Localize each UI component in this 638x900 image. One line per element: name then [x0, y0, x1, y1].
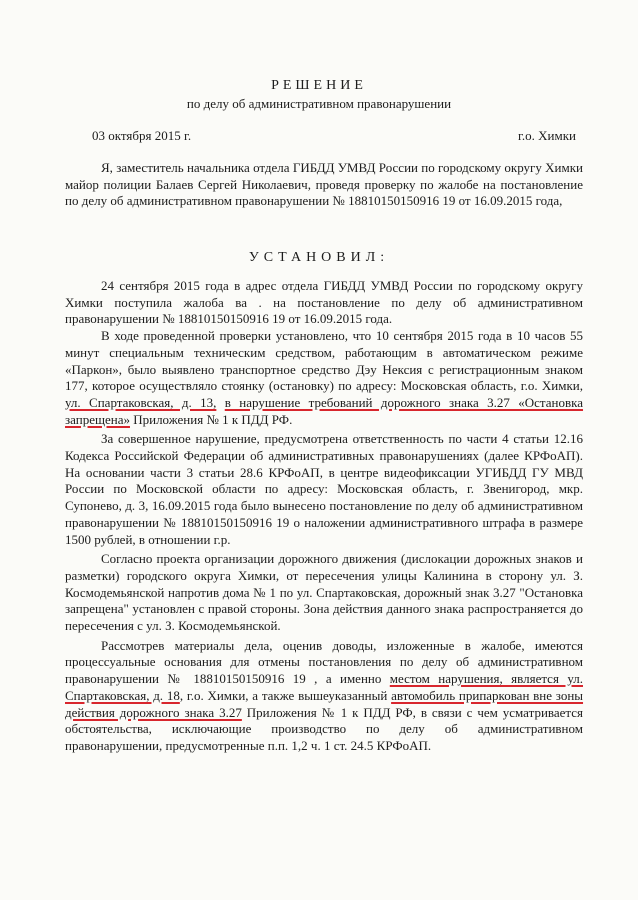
paragraph-5-underlined-car: автомобиль припаркован вне зоны действия дорожного знака 3.27 [65, 687, 584, 720]
document-date: 03 октября 2015 г. [92, 128, 192, 143]
dateline [92, 128, 576, 144]
paragraph-5 [65, 638, 583, 755]
document-city: г.о. Химки [518, 128, 576, 143]
paragraph-1: 24 сентября 2015 года в адрес отдела ГИБДД УМВД России по городскому округу Химки поступила жалоба ва . на постановление по делу об административном правонарушении № 18810150150916 19 от 16.09.2015 года. [65, 278, 583, 327]
paragraph-5-text: Рассмотрев материалы дела, оценив доводы, изложенные в жалобе, имеются процессуальные основания для отмены постановления по делу об административном правонарушении № 18810150150916 19 , а именно [65, 637, 583, 687]
paragraph-3: За совершенное нарушение, предусмотрена ответственность по части 4 статьи 12.16 Кодекса Российской Федерации об административных правонарушениях (далее КРФоАП). На основании части 3 статьи 28.6 КРФоАП, в центре видеофиксации УГИБДД ГУ МВД России по Московской области по адресу: Московская область, г. Звенигород, мкр. Супонево, д. 3, 16.09.2015 года было вынесено постановление по делу об административном правонарушении № 18810150150916 19 о наложении административного штрафа в размере 1500 рублей, в отношении г.р. [65, 431, 583, 547]
document-title: РЕШЕНИЕ [271, 78, 367, 93]
section-heading: УСТАНОВИЛ: [248, 250, 390, 265]
paragraph-2-underlined-address: ул. Спартаковская, д. 13, [65, 394, 217, 410]
body-block [65, 278, 583, 755]
document-subtitle: по делу об административном правонарушении [186, 96, 452, 111]
paragraph-5-underlined-place: местом нарушения, является ул. Спартаковская, д. 18 [65, 671, 583, 703]
intro-block [65, 160, 583, 210]
paragraph-5-mid: , г.о. Химки, а также вышеуказанный [179, 687, 388, 703]
paragraph-2-underlined-sign: в нарушение требований дорожного знака 3.27 «Остановка запрещена» [65, 394, 584, 427]
paragraph-5-tail: Приложения № 1 к ПДД РФ, в связи с чем усматривается обстоятельства, исключающие производство по делу об административном правонарушении, предусмотренные п.п. 1,2 ч. 1 ст. 24.5 КРФоАП. [65, 704, 584, 753]
paragraph-4: Согласно проекта организации дорожного движения (дислокации дорожных знаков и разметки) городского округа Химки, от пересечения улицы Калинина в сторону ул. З. Космодемьянской напротив дома № 1 по ул. Спартаковская, дорожный знак 3.27 "Остановка запрещена" установлен с правой стороны. Зона действия данного знака распространяется до пересечения с ул. З. Космодемьянской. [65, 551, 583, 634]
paragraph-2-tail: Приложения № 1 к ПДД РФ. [133, 411, 293, 427]
paragraph-2 [65, 328, 583, 428]
paragraph-2-text: В ходе проведенной проверки установлено, что 10 сентября 2015 года в 10 часов 55 минут специальным техническим средством, работающим в автоматическом режиме «Паркон», было выявлено транспортное средство Дэу Нексия с регистрационным знаком 177, которое осуществляло стоянку (остановку) по адресу: Московская область, г.о. Химки, [65, 328, 583, 394]
intro-paragraph: Я, заместитель начальника отдела ГИБДД УМВД России по городскому округу Химки майор полиции Балаев Сергей Николаевич, проведя проверку по жалобе на постановление по делу об административном правонарушении № 18810150150916 19 от 16.09.2015 года, [65, 160, 583, 209]
